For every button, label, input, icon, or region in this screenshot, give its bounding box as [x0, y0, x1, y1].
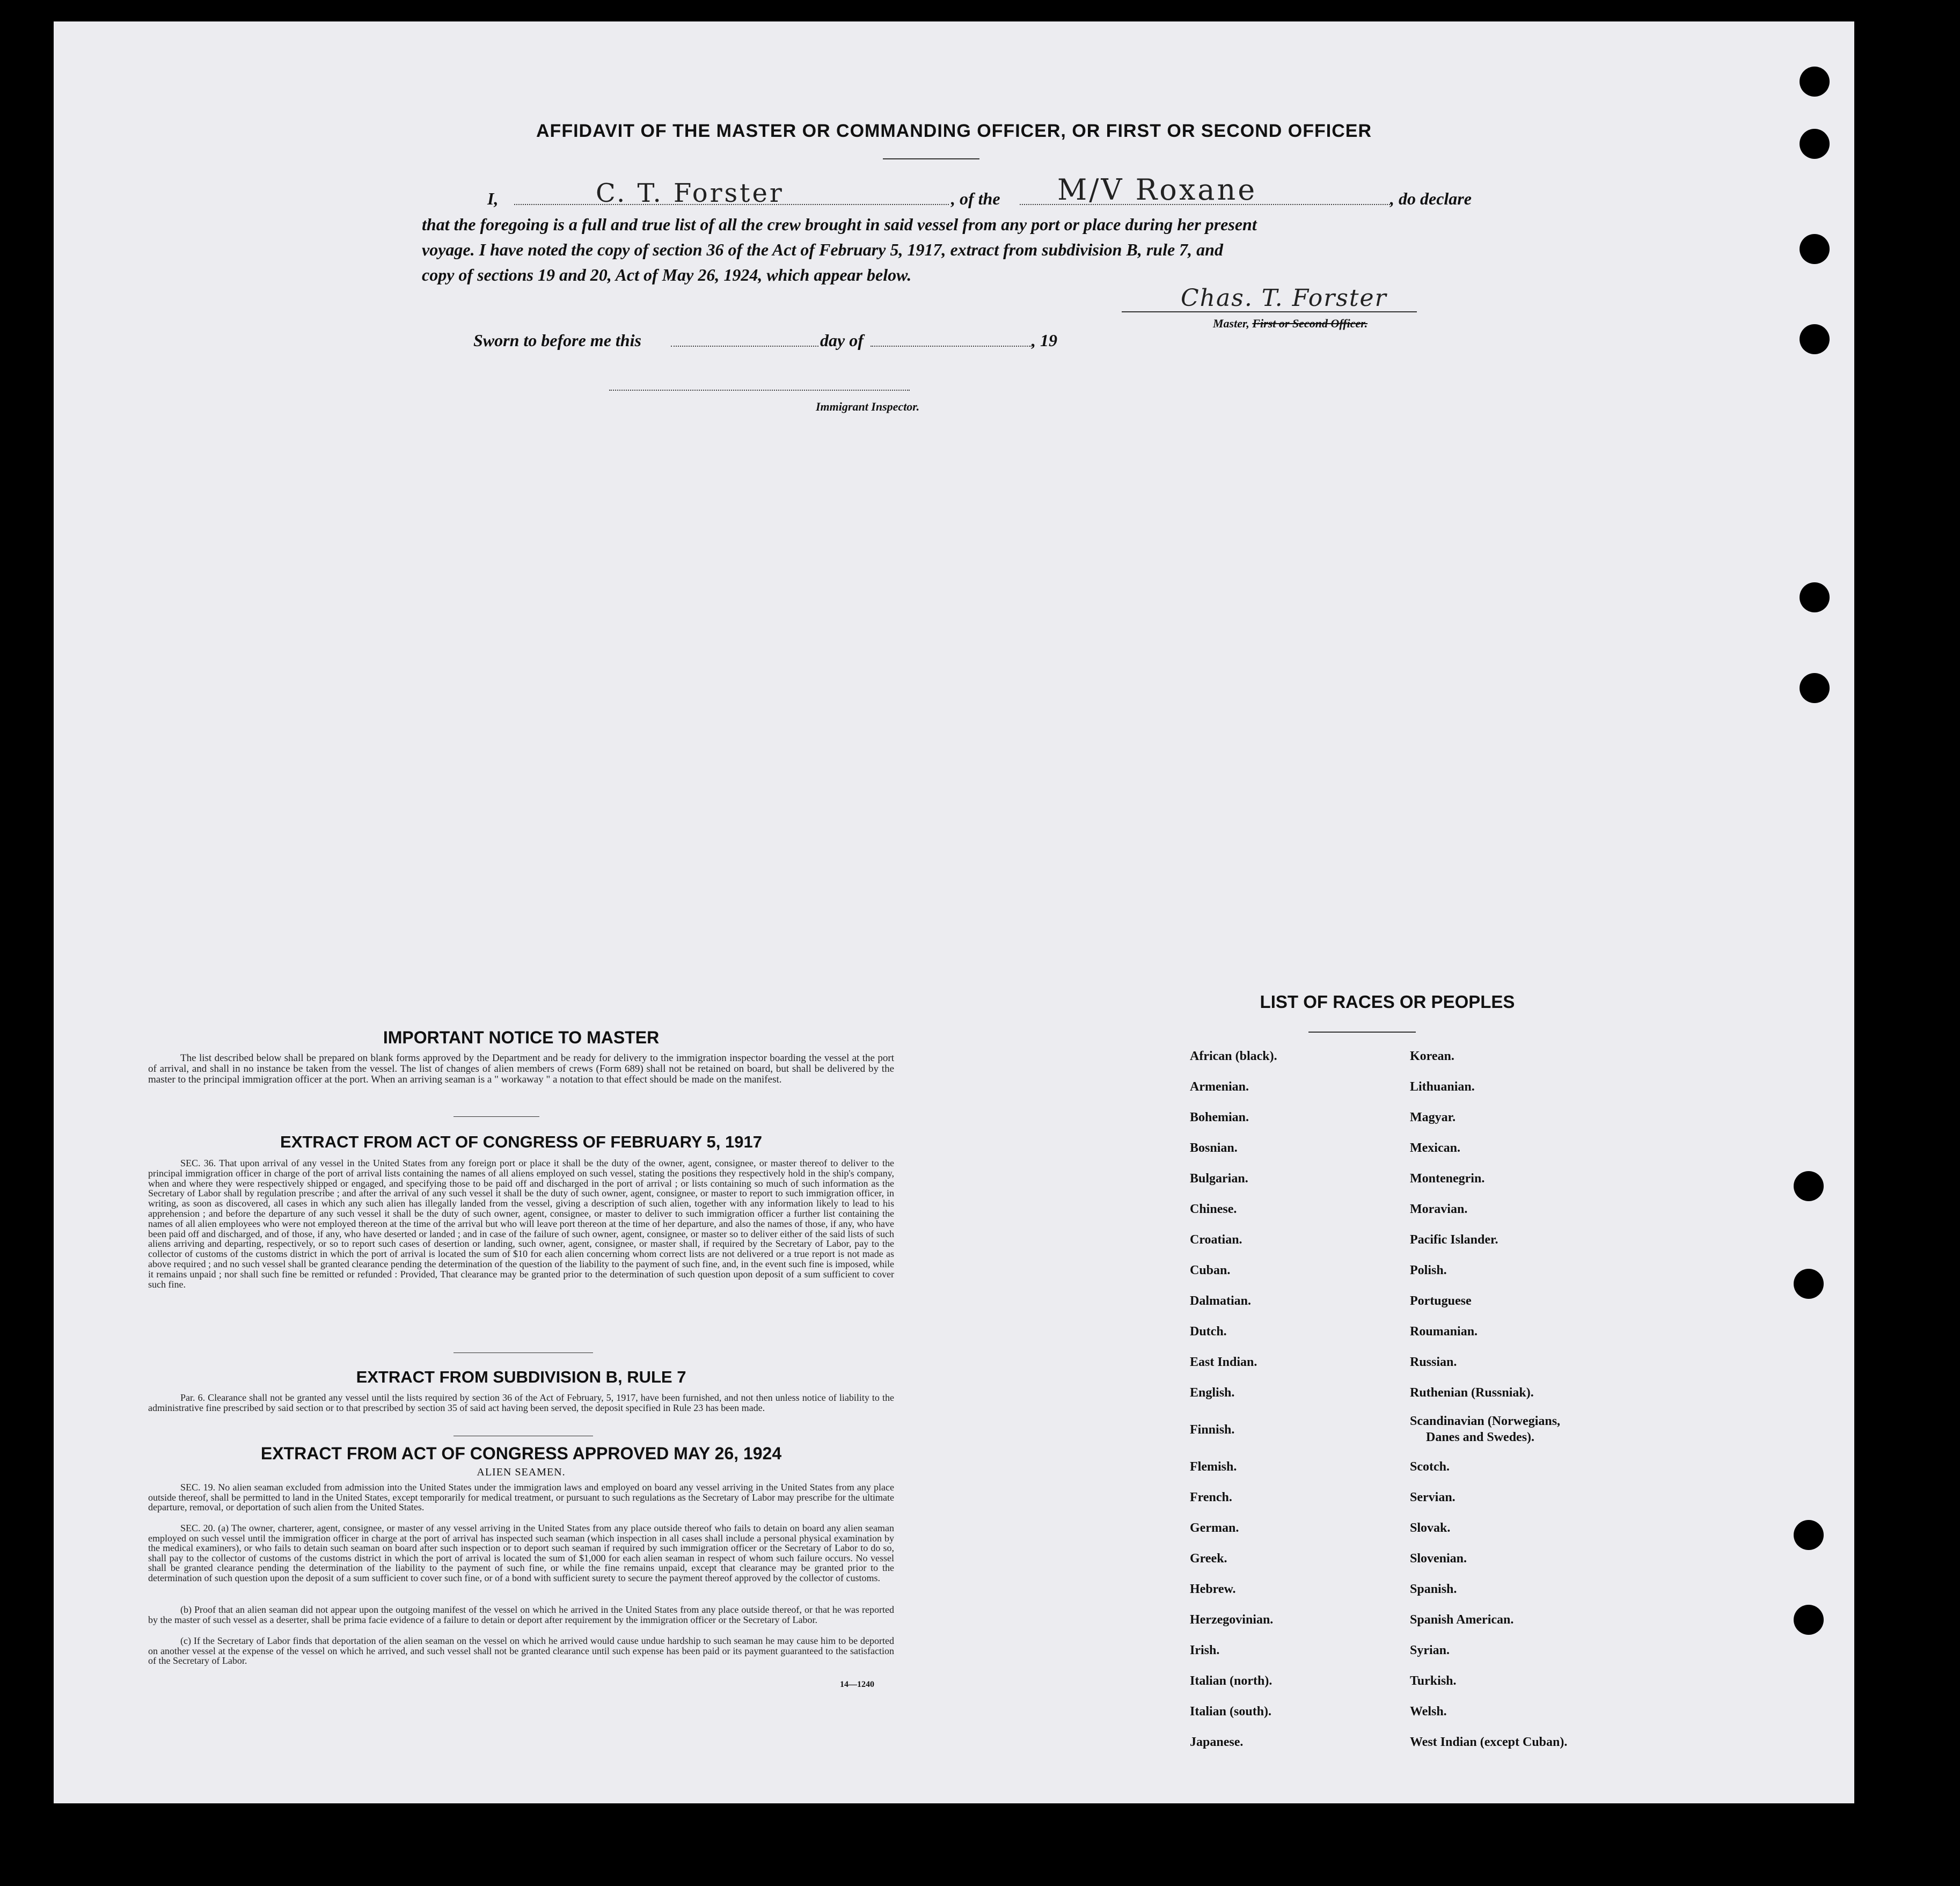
- affidavit-line-4: copy of sections 19 and 20, Act of May 26, 1924, which appear below.: [422, 265, 912, 284]
- race-item: Irish.: [1190, 1643, 1220, 1657]
- race-item: Spanish American.: [1410, 1613, 1514, 1627]
- punch-hole: [1800, 582, 1830, 612]
- races-title-underline: [1308, 1032, 1416, 1033]
- race-item: Chinese.: [1190, 1202, 1237, 1216]
- sworn-year: , 19: [1032, 331, 1057, 350]
- race-item: Scotch.: [1410, 1460, 1450, 1474]
- race-item: Montenegrin.: [1410, 1172, 1485, 1186]
- race-item: Slovenian.: [1410, 1552, 1467, 1566]
- notice-title: IMPORTANT NOTICE TO MASTER: [383, 1028, 660, 1047]
- sworn-month-line: [871, 346, 1032, 347]
- race-item: Polish.: [1410, 1263, 1447, 1277]
- race-item: Dalmatian.: [1190, 1294, 1251, 1308]
- punch-hole: [1794, 1520, 1824, 1550]
- extract-rule7-text: Par. 6. Clearance shall not be granted any vessel until the lists required by section 36 of the Act of February, 5, 1917, have been furnished, and not then unless notice of liability to the administrative fine prescribed by said section or to that prescribed by section 35 of said act having been served, the deposit specified in Rule 23 has been made.: [148, 1392, 894, 1413]
- punch-hole: [1794, 1269, 1824, 1299]
- race-item: Mexican.: [1410, 1141, 1460, 1155]
- sworn-day-of: day of: [820, 331, 864, 350]
- signature-line: [1122, 311, 1417, 312]
- punch-hole: [1800, 673, 1830, 703]
- race-item: Bulgarian.: [1190, 1172, 1248, 1186]
- extract-1924-title: EXTRACT FROM ACT OF CONGRESS APPROVED MAY 26, 1924: [260, 1444, 782, 1463]
- signer-role: [1213, 317, 1367, 331]
- divider-1: [454, 1116, 539, 1117]
- punch-hole: [1794, 1171, 1824, 1201]
- affidavit-line-3: voyage. I have noted the copy of section 36 of the Act of February 5, 1917, extract from subdivision B, rule 7, and: [422, 240, 1223, 259]
- document-page: [54, 21, 1854, 1803]
- race-item: Herzegovinian.: [1190, 1613, 1274, 1627]
- punch-hole: [1800, 234, 1830, 264]
- race-item: Slovak.: [1410, 1521, 1451, 1535]
- vessel-name-handwritten: M/V Roxane: [1057, 173, 1257, 207]
- race-item: Welsh.: [1410, 1705, 1447, 1719]
- master-signature: Chas. T. Forster: [1181, 284, 1387, 312]
- race-item: Korean.: [1410, 1049, 1454, 1063]
- punch-hole: [1800, 324, 1830, 354]
- race-item: Danes and Swedes).: [1426, 1430, 1535, 1444]
- signer-role-struck: First or Second Officer.: [1252, 317, 1368, 330]
- race-item: Finnish.: [1190, 1423, 1235, 1437]
- affidavit-title: AFFIDAVIT OF THE MASTER OR COMMANDING OFFICER, OR FIRST OR SECOND OFFICER: [536, 121, 1372, 141]
- race-item: Pacific Islander.: [1410, 1233, 1498, 1247]
- races-list: [1190, 1049, 1673, 1779]
- race-item: Roumanian.: [1410, 1325, 1478, 1339]
- declare-end: , do declare: [1390, 189, 1472, 208]
- extract-1917-text: SEC. 36. That upon arrival of any vessel in the United States from any foreign port or place it shall be the duty of the owner, agent, consignee, or master thereof to deliver to the principal immigration officer in charge of the port of arrival lists containing the names of all aliens employed on such vessel, stating the positions they respectively hold in the ship's company, when and where they were respectively shipped or engaged, and specifying those to be paid off and discharged in the port of arrival ; or lists containing so much of such information as the Secretary of Labor shall by regulation prescribe ; and after the arrival of any such vessel it shall be the duty of such owner, agent, consignee, or master to report to such immigration officer, in writing, as soon as discovered, all cases in which any such alien has illegally landed from the vessel, giving a description of such alien, together with any information likely to lead to his apprehension ; and before the departure of any such vessel it shall be the duty of such owner, agent, consignee, or master to deliver to such immigration officer a further list containing the names of all alien employees who were not employed thereon at the time of the arrival but who will leave port thereon at the time of her departure, and also the names of those, if any, who have been paid off and discharged, and of those, if any, who have deserted or landed ; and in case of the failure of such owner, agent, consignee, or master so to deliver either of the said lists of such aliens arriving and departing, respectively, or so to report such cases of desertion or landing, such owner, agent, consignee, or master shall, if required by the Secretary of Labor, pay to the collector of customs of the customs district in which the port of arrival is located the sum of $10 for each alien concerning whom correct lists are not delivered or a true report is not made as above required ; and no such vessel shall be granted clearance pending the determination of the question of the liability to the payment of such fine, and, in the event such fine is imposed, while it remains unpaid ; nor shall such fine be remitted or refunded : Provided, That clearance may be granted prior to the determination of such question upon deposit of a sum sufficient to cover such fine.: [148, 1158, 894, 1290]
- race-item: East Indian.: [1190, 1355, 1257, 1369]
- extract-rule7-title: EXTRACT FROM SUBDIVISION B, RULE 7: [356, 1368, 686, 1386]
- race-item: Greek.: [1190, 1552, 1227, 1566]
- race-item: West Indian (except Cuban).: [1410, 1735, 1568, 1749]
- race-item: Japanese.: [1190, 1735, 1244, 1749]
- race-item: English.: [1190, 1386, 1235, 1400]
- declare-i: I,: [487, 189, 499, 208]
- extract-1924-sec20b: (b) Proof that an alien seaman did not appear upon the outgoing manifest of the vessel on which he arrived in the United States from any place outside thereof, or that he was reported by the master of such vessel as a deserter, shall be prima facie evidence of a failure to detain or deport after requirement by the immigration officer or the Secretary of Labor.: [148, 1604, 894, 1625]
- race-item: Portuguese: [1410, 1294, 1472, 1308]
- signer-role-master: Master,: [1213, 317, 1249, 330]
- inspector-signature-line: [609, 390, 910, 391]
- punch-hole: [1794, 1605, 1824, 1635]
- race-item: Cuban.: [1190, 1263, 1231, 1277]
- race-item: Bosnian.: [1190, 1141, 1238, 1155]
- race-item: Russian.: [1410, 1355, 1457, 1369]
- extract-1924-sec20a: SEC. 20. (a) The owner, charterer, agent, consignee, or master of any vessel arriving in the United States from any place outside thereof who fails to detain on board any alien seaman employed on such vessel until the immigration officer in charge at the port of arrival has inspected such seaman (which inspection in all cases shall include a personal physical examination by the medical examiners), or who fails to detain such seaman on board after such inspection or to deport such seaman if required by such immigration officer or the Secretary of Labor to do so, shall pay to the collector of customs of the customs district in which the port of arrival is located the sum of $1,000 for each alien seaman in respect of whom such failure occurs. No vessel shall be granted clearance pending the determination of the liability to the payment of such fine, or while the fine remains unpaid, except that clearance may be granted prior to the determination of such question upon the deposit of a sum sufficient to cover such fine, or of a bond with sufficient surety to secure the payment thereof approved by the collector of customs.: [148, 1523, 894, 1583]
- form-number: 14—1240: [840, 1680, 874, 1689]
- races-title: LIST OF RACES OR PEOPLES: [1260, 992, 1515, 1012]
- sworn-day-line: [671, 346, 818, 347]
- sworn-prefix: Sworn to before me this: [473, 331, 641, 350]
- race-item: Croatian.: [1190, 1233, 1242, 1247]
- extract-1917-title: EXTRACT FROM ACT OF CONGRESS OF FEBRUARY 5, 1917: [280, 1132, 762, 1151]
- extract-1924-sec20c: (c) If the Secretary of Labor finds that deportation of the alien seaman on the vessel on which he arrived would cause undue hardship to such seaman he may cause him to be deported on another vessel at the expense of the vessel on which he arrived, and such vessel shall not be granted clearance until such expense has been paid or its payment guaranteed to the satisfaction of the Secretary of Labor.: [148, 1635, 894, 1666]
- race-item: Armenian.: [1190, 1080, 1249, 1094]
- race-item: Syrian.: [1410, 1643, 1450, 1657]
- inspector-label: Immigrant Inspector.: [816, 400, 920, 413]
- title-underline: [883, 158, 979, 159]
- race-item: Hebrew.: [1190, 1582, 1236, 1596]
- race-item: French.: [1190, 1490, 1232, 1504]
- race-item: Servian.: [1410, 1490, 1456, 1504]
- race-item: Scandinavian (Norwegians,: [1410, 1414, 1561, 1428]
- notice-text: The list described below shall be prepared on blank forms approved by the Department and be ready for delivery to the immigration inspector boarding the vessel at the port of arrival, and shall in no instance be taken from the vessel. The list of changes of alien members of crews (Form 689) shall not be retained on board, but shall be delivered by the master to the principal immigration officer at the port. When an arriving seaman is a " workaway " a notation to that effect should be made on the manifest.: [148, 1052, 894, 1085]
- extract-1924-sec19: SEC. 19. No alien seaman excluded from admission into the United States under the immigration laws and employed on board any vessel arriving in the United States from any place outside thereof, shall be permitted to land in the United States, except temporarily for medical treatment, or pursuant to such regulations as the Secretary of Labor may prescribe for the ultimate departure, removal, or deportation of such alien from the United States.: [148, 1482, 894, 1513]
- race-item: African (black).: [1190, 1049, 1277, 1063]
- punch-hole: [1800, 67, 1830, 97]
- race-item: Moravian.: [1410, 1202, 1468, 1216]
- race-item: German.: [1190, 1521, 1239, 1535]
- master-name-handwritten: C. T. Forster: [596, 178, 784, 208]
- affidavit-line-2: that the foregoing is a full and true list of all the crew brought in said vessel from any port or place during her present: [422, 215, 1257, 234]
- race-item: Bohemian.: [1190, 1110, 1249, 1124]
- race-item: Lithuanian.: [1410, 1080, 1475, 1094]
- race-item: Flemish.: [1190, 1460, 1237, 1474]
- race-item: Italian (north).: [1190, 1674, 1272, 1688]
- race-item: Turkish.: [1410, 1674, 1457, 1688]
- race-item: Magyar.: [1410, 1110, 1456, 1124]
- race-item: Ruthenian (Russniak).: [1410, 1386, 1534, 1400]
- punch-hole: [1800, 129, 1830, 159]
- declare-of-the: , of the: [951, 189, 1000, 208]
- race-item: Italian (south).: [1190, 1705, 1272, 1719]
- extract-1924-subtitle: ALIEN SEAMEN.: [477, 1466, 566, 1478]
- race-item: Dutch.: [1190, 1325, 1227, 1339]
- race-item: Spanish.: [1410, 1582, 1457, 1596]
